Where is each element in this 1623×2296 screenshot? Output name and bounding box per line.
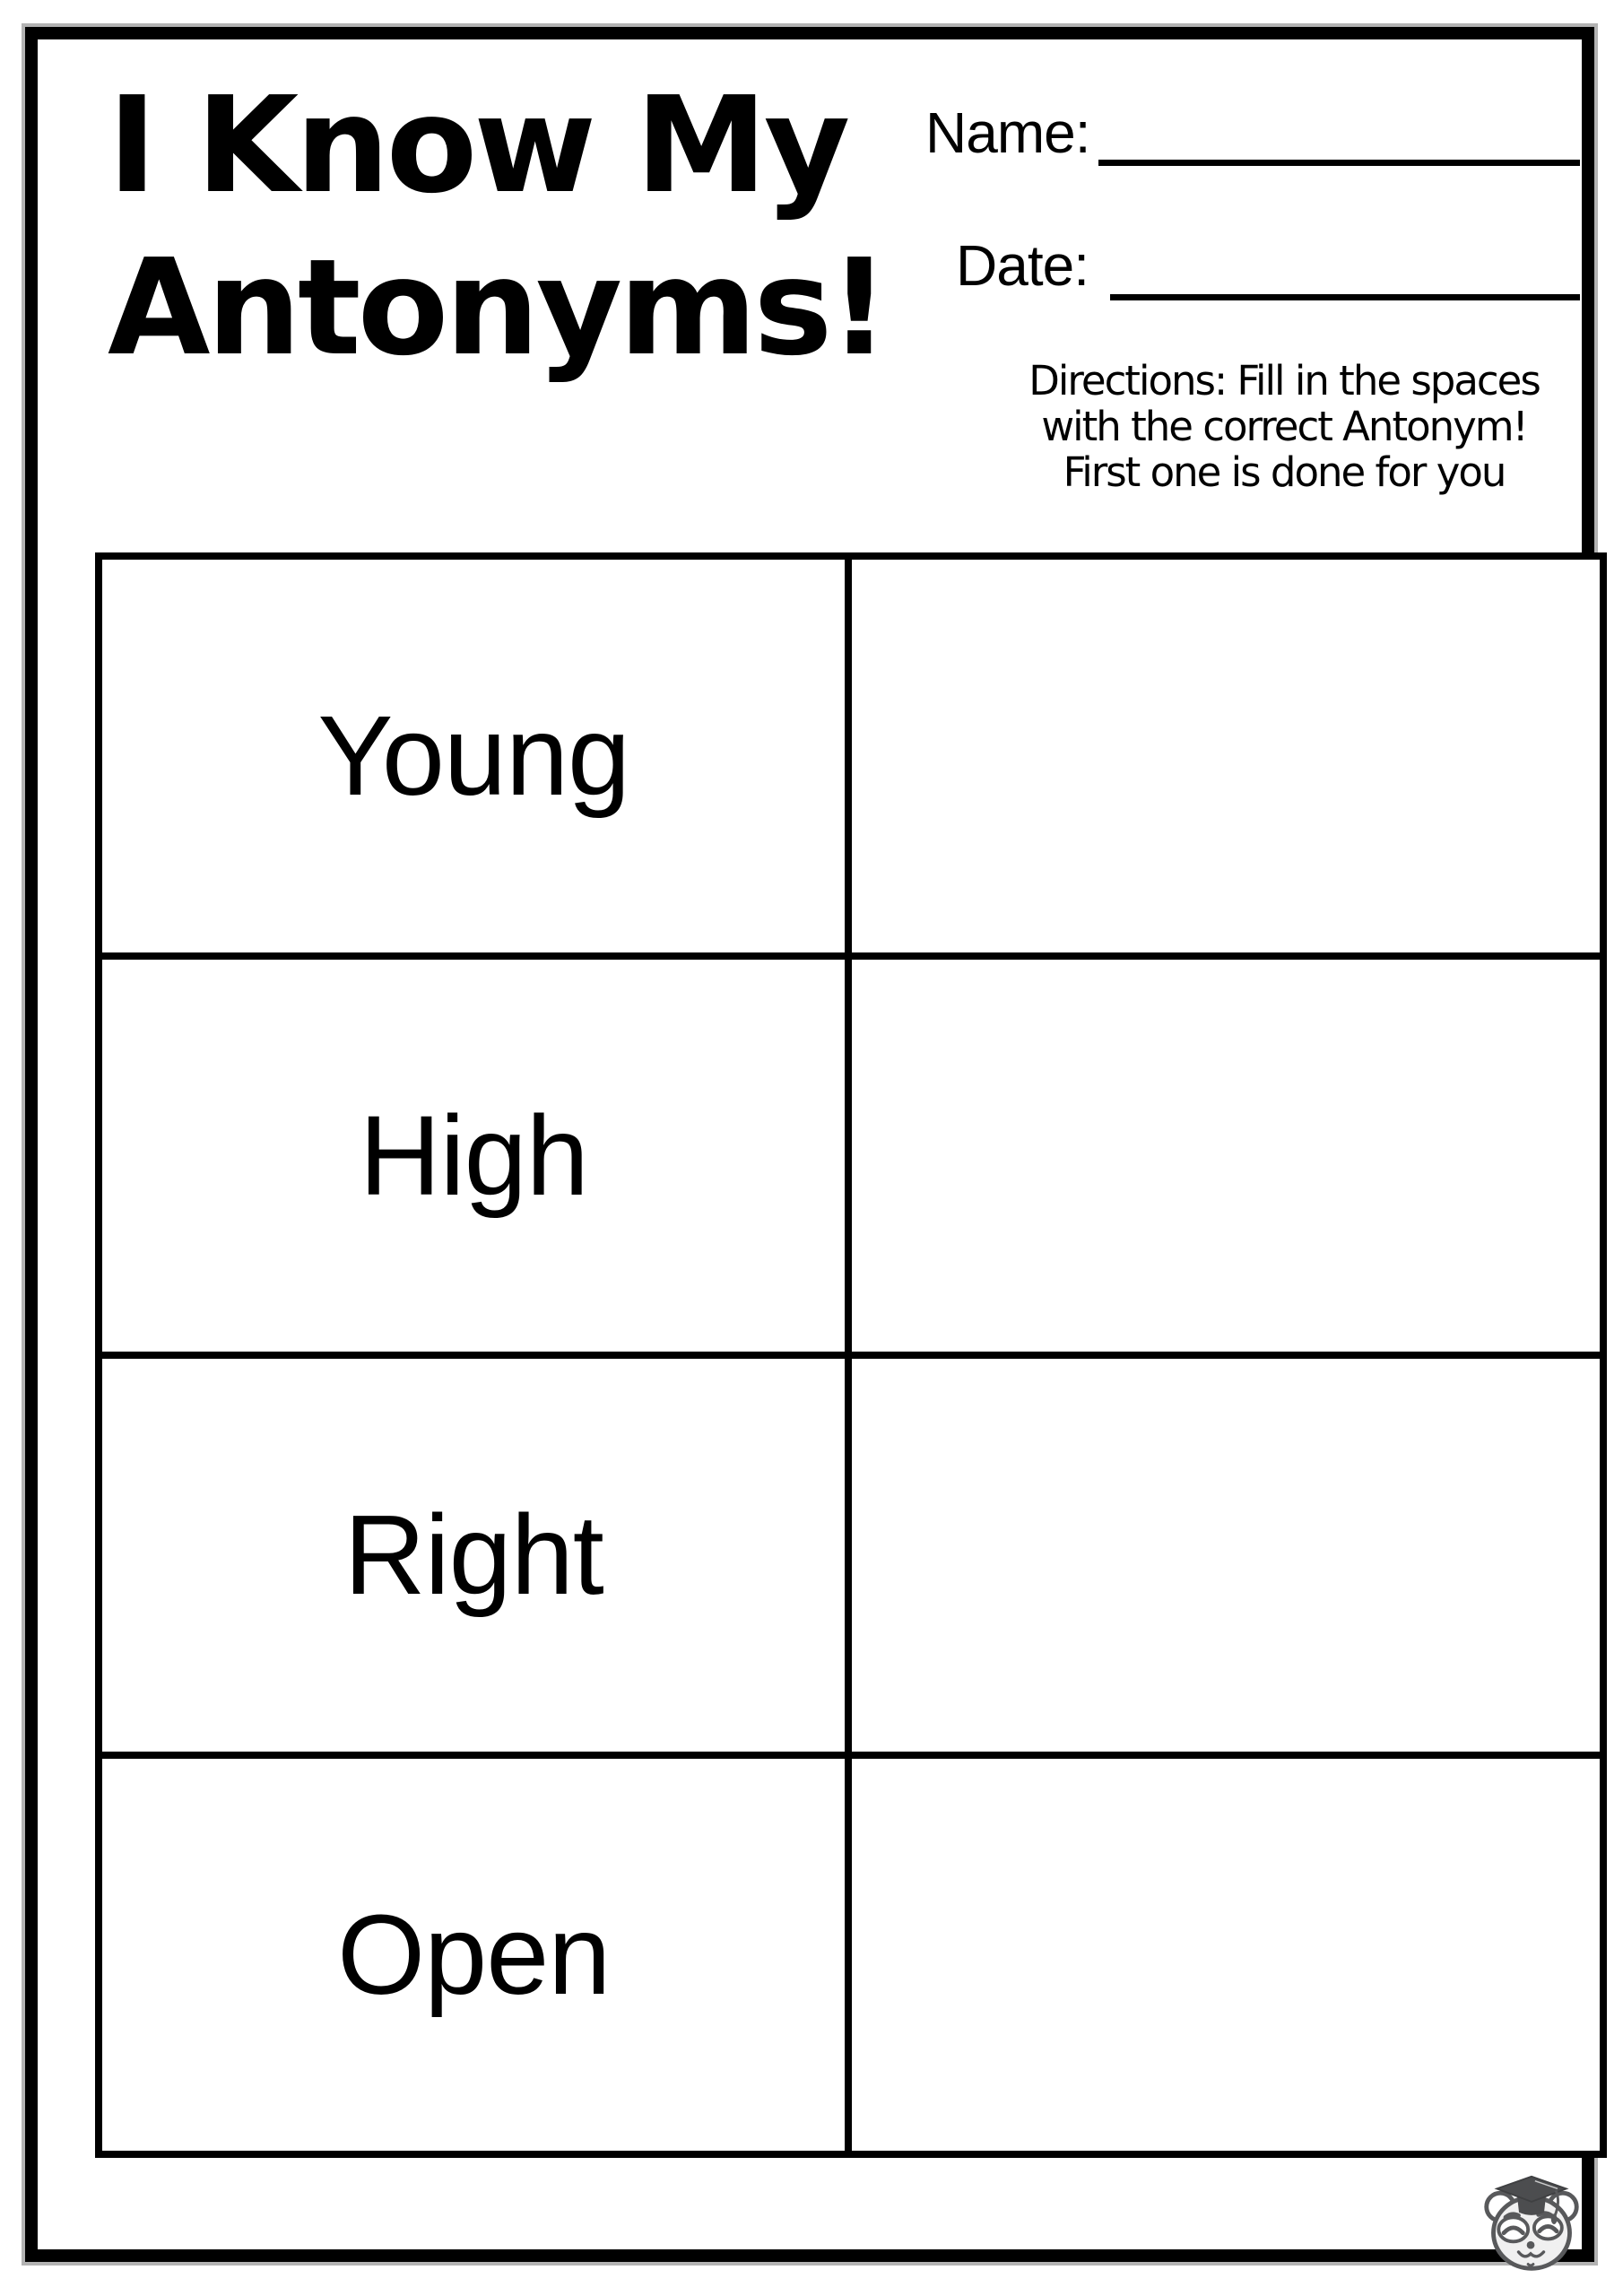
directions-line-3: First one is done for you	[1063, 448, 1506, 496]
answer-cell[interactable]	[848, 556, 1603, 956]
name-label: Name:	[925, 100, 1090, 165]
name-fill-in-line[interactable]	[1098, 160, 1580, 166]
word-cell: High	[99, 956, 848, 1356]
worksheet-title	[108, 65, 886, 388]
table-row	[99, 1355, 1603, 1755]
date-fill-in-line[interactable]	[1110, 294, 1580, 300]
title-line-1: I Know My	[108, 68, 847, 222]
antonym-table	[95, 552, 1607, 2158]
answer-cell[interactable]	[848, 1755, 1603, 2155]
directions-text	[970, 359, 1598, 496]
word-cell: Open	[99, 1755, 848, 2155]
date-label: Date:	[956, 233, 1089, 298]
answer-cell[interactable]	[848, 956, 1603, 1356]
directions-line-2: with the correct Antonym!	[1041, 402, 1527, 450]
answer-cell[interactable]	[848, 1355, 1603, 1755]
page-border-frame	[25, 27, 1594, 2262]
word-cell: Young	[99, 556, 848, 956]
word-cell: Right	[99, 1355, 848, 1755]
directions-line-1: Directions: Fill in the spaces	[1028, 357, 1540, 404]
title-line-2: Antonyms!	[108, 230, 886, 385]
table-row	[99, 956, 1603, 1356]
table-row	[99, 1755, 1603, 2155]
table-row	[99, 556, 1603, 956]
graduate-panda-logo	[1480, 2172, 1584, 2276]
